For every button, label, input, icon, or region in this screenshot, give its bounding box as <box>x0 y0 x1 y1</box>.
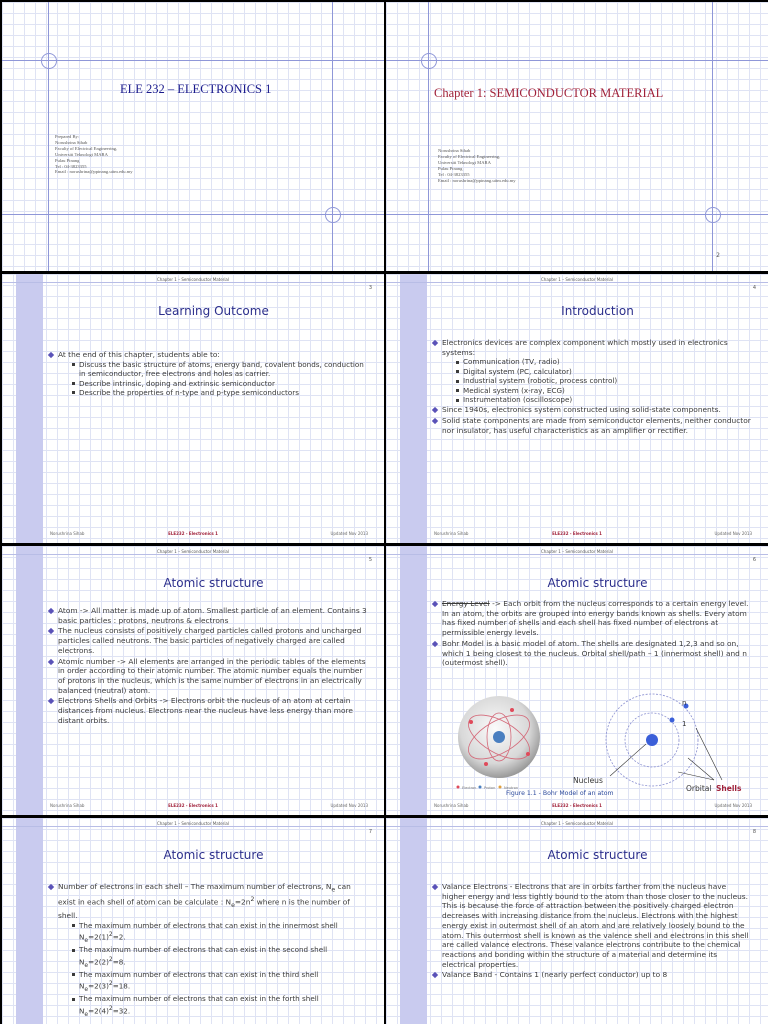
nucleus-shape <box>493 731 505 743</box>
orbital-label: Orbital <box>686 784 712 793</box>
sub-item: The maximum number of electrons that can exist in the second shell $N_e=2(2)^2=8$. <box>72 945 368 970</box>
footer-updated: Updated Nov 2013 <box>330 803 368 808</box>
list-item: At the end of this chapter, students able to: Discuss the basic structure of atoms, energy band, covalent bonds, conduction in semiconductor, free electrons and holes as carrier. Describe intrinsic, doping and extrinsic semiconductor Describe the properties of n-type and p-type semiconductors <box>48 350 368 397</box>
slide-header: Chapter 1 – Semiconductor Material <box>157 821 229 826</box>
sub-item: Instrumentation (oscilloscope) <box>456 395 752 404</box>
footer-course: ELE232 - Electronics 1 <box>552 531 602 536</box>
slide-sidebar <box>400 274 427 543</box>
sub-item: Industrial system (robotic, process control) <box>456 376 752 385</box>
page-number: 7 <box>368 829 372 835</box>
list-item: Electrons Shells and Orbits -> Electrons orbit the nucleus of an atom at certain distances from nucleus. Electrons near the nucleus have less energy than more distant orbits. <box>48 696 368 725</box>
sub-item: Digital system (PC, calculator) <box>456 367 752 376</box>
footer-author: Norushrina Sihab <box>50 803 85 808</box>
footer-author: Norushrina Sihab <box>434 531 469 536</box>
slide-sidebar <box>16 274 43 543</box>
page-number: 2 <box>716 252 720 259</box>
author-info: Norushrina Sihab Faculty of Electrical Engineering, Universiti Teknologi MARA Pulau Pinang Tel : 04-3823355 Email : norushrina@ppinang.uitm.edu.my <box>438 148 516 183</box>
bullet-list <box>48 606 368 726</box>
slide-title: Learning Outcome <box>158 304 269 318</box>
slide-4 <box>386 274 768 543</box>
slide-header: Chapter 1 – Semiconductor Material <box>157 277 229 282</box>
footer-course: ELE232 - Electronics 1 <box>552 803 602 808</box>
slide-title: Atomic structure <box>163 576 264 590</box>
bohr-model-figure <box>442 692 752 800</box>
slide-sidebar <box>16 546 43 815</box>
page-number: 8 <box>752 829 756 835</box>
nucleus-dot <box>646 734 658 746</box>
slide-8 <box>386 818 768 1024</box>
slide-header: Chapter 1 – Semiconductor Material <box>541 277 613 282</box>
slide-1 <box>2 2 384 271</box>
slide-sidebar <box>16 818 43 1024</box>
page-number: 6 <box>752 557 756 563</box>
bullet-list <box>432 882 752 981</box>
footer-course: ELE232 - Electronics 1 <box>168 531 218 536</box>
bullet-list <box>432 338 752 437</box>
list-item: Since 1940s, electronics system constructed using solid-state components. <box>432 405 752 415</box>
sub-item: Medical system (x-ray, ECG) <box>456 386 752 395</box>
shell-label-n: n <box>682 699 687 707</box>
list-item: Energy Level -> Each orbit from the nucleus corresponds to a certain energy level. In an atom, the orbits are grouped into energy bands known as shells. Every atom has fixed number of shells and each shell has fixed number of electrons at permissible energy levels. <box>432 599 752 638</box>
footer-updated: Updated Nov 2013 <box>714 803 752 808</box>
slide-header: Chapter 1 – Semiconductor Material <box>541 549 613 554</box>
bullet-list <box>48 350 368 398</box>
footer-course: ELE232 - Electronics 1 <box>168 803 218 808</box>
author-info: Prepared By: Norushrina Sihab Faculty of Electrical Engineering, Universiti Teknologi MARA Pulau Pinang Tel : 04-3823355 Email : norushrina@ppinang.uitm.edu.my <box>55 134 133 175</box>
page-number: 5 <box>368 557 372 563</box>
legend-proton: Proton <box>484 786 496 790</box>
figure-caption: Figure 1.1 - Bohr Model of an atom <box>506 790 614 797</box>
slide-7 <box>2 818 384 1024</box>
slide-header: Chapter 1 – Semiconductor Material <box>157 549 229 554</box>
legend-electron: Electron <box>462 786 477 790</box>
list-item: Valance Band - Contains 1 (nearly perfect conductor) up to 8 <box>432 970 752 980</box>
slide-sidebar <box>400 546 427 815</box>
slide-title: Atomic structure <box>547 576 648 590</box>
slide-title: Atomic structure <box>547 848 648 862</box>
legend-neutron: Neutron <box>504 786 519 790</box>
chapter-title: Chapter 1: SEMICONDUCTOR MATERIAL <box>434 86 664 100</box>
list-item: The nucleus consists of positively charged particles called protons and uncharged particles called neutrons. The basic particles of negatively charged are called electrons. <box>48 626 368 655</box>
nucleus-label: Nucleus <box>573 776 603 785</box>
list-item: Valance Electrons - Electrons that are in orbits farther from the nucleus have higher energy and less tightly bound to the atom than those closer to the nucleus. This is because the force of attraction between the positively charged electron decreases with increasing distance from the nucleus. Electrons with the highest energy exist in outermost shell of an atom and are relatively loosely bound to the atom. This outermost shell is known as the valence shell and electrons in this shell are called valance electrons. These valance electrons contribute to the chemical reactions and bonding within the structure of a material and determine its electrical properties. <box>432 882 752 969</box>
page-number: 4 <box>752 285 756 291</box>
page-number: 3 <box>368 285 372 291</box>
sub-item: Describe intrinsic, doping and extrinsic semiconductor <box>72 379 368 388</box>
course-title: ELE 232 – ELECTRONICS 1 <box>120 82 272 96</box>
list-item: Atom -> All matter is made up of atom. Smallest particle of an element. Contains 3 basic particles : protons, neutrons & electrons <box>48 606 368 625</box>
footer-updated: Updated Nov 2013 <box>330 531 368 536</box>
list-item: Solid state components are made from semiconductor elements, neither conductor nor insulator, has useful characteristics as an amplifier or rectifier. <box>432 416 752 435</box>
sub-item: Describe the properties of n-type and p-type semiconductors <box>72 388 368 397</box>
slide-title: Introduction <box>561 304 634 318</box>
bullet-list <box>432 599 752 669</box>
slide-6 <box>386 546 768 815</box>
list-item: Atomic number -> All elements are arranged in the periodic tables of the elements in order according to their atomic number. The atomic number equals the number of protons in the nucleus, which is the same number of electrons in an electrically balanced (neutral) atom. <box>48 657 368 696</box>
sub-item: The maximum number of electrons that can exist in the innermost shell $N_e=2(1)^2=2$. <box>72 921 368 946</box>
footer-author: Norushrina Sihab <box>434 803 469 808</box>
shells-label: Shells <box>716 784 742 793</box>
list-item: Electronics devices are complex component which mostly used in electronics systems: Communication (TV, radio) Digital system (PC, calculator) Industrial system (robotic, process control) Medical system (x-ray, ECG) Instrumentation (oscilloscope) <box>432 338 752 404</box>
footer-updated: Updated Nov 2013 <box>714 531 752 536</box>
slide-2 <box>386 2 768 271</box>
list-item: Number of electrons in each shell – The maximum number of electrons, $N_e$ can exist in each shell of atom can be calculate : $N_e=2n^2$ where n is the number of shell. The maximum number of electrons that can exist in the innermost shell $N_e=2(1)^2=2$. The maximum number of electrons that can exist in the second shell $N_e=2(2)^2=8$. The maximum number of electrons that can exist in the third shell $N_e=2(3)^2=18$. The maximum number of electrons that can exist in the forth shell $N_e=2(4)^2=32$. <box>48 882 368 1019</box>
slide-5 <box>2 546 384 815</box>
sub-item: The maximum number of electrons that can exist in the forth shell $N_e=2(4)^2=32$. <box>72 994 368 1019</box>
sub-item: Discuss the basic structure of atoms, energy band, covalent bonds, conduction in semiconductor, free electrons and holes as carrier. <box>72 360 368 379</box>
shell-label-1: 1 <box>682 720 687 728</box>
slide-sidebar <box>400 818 427 1024</box>
bullet-list <box>48 882 368 1020</box>
list-item: Bohr Model is a basic model of atom. The shells are designated 1,2,3 and so on, which 1 being closest to the nucleus. Orbital shell/path – 1 (innermost shell) and n (outermost shell). <box>432 639 752 668</box>
footer-author: Norushrina Sihab <box>50 531 85 536</box>
sub-item: The maximum number of electrons that can exist in the third shell $N_e=2(3)^2=18$. <box>72 970 368 995</box>
slide-header: Chapter 1 – Semiconductor Material <box>541 821 613 826</box>
slide-title: Atomic structure <box>163 848 264 862</box>
sub-item: Communication (TV, radio) <box>456 357 752 366</box>
slide-3 <box>2 274 384 543</box>
